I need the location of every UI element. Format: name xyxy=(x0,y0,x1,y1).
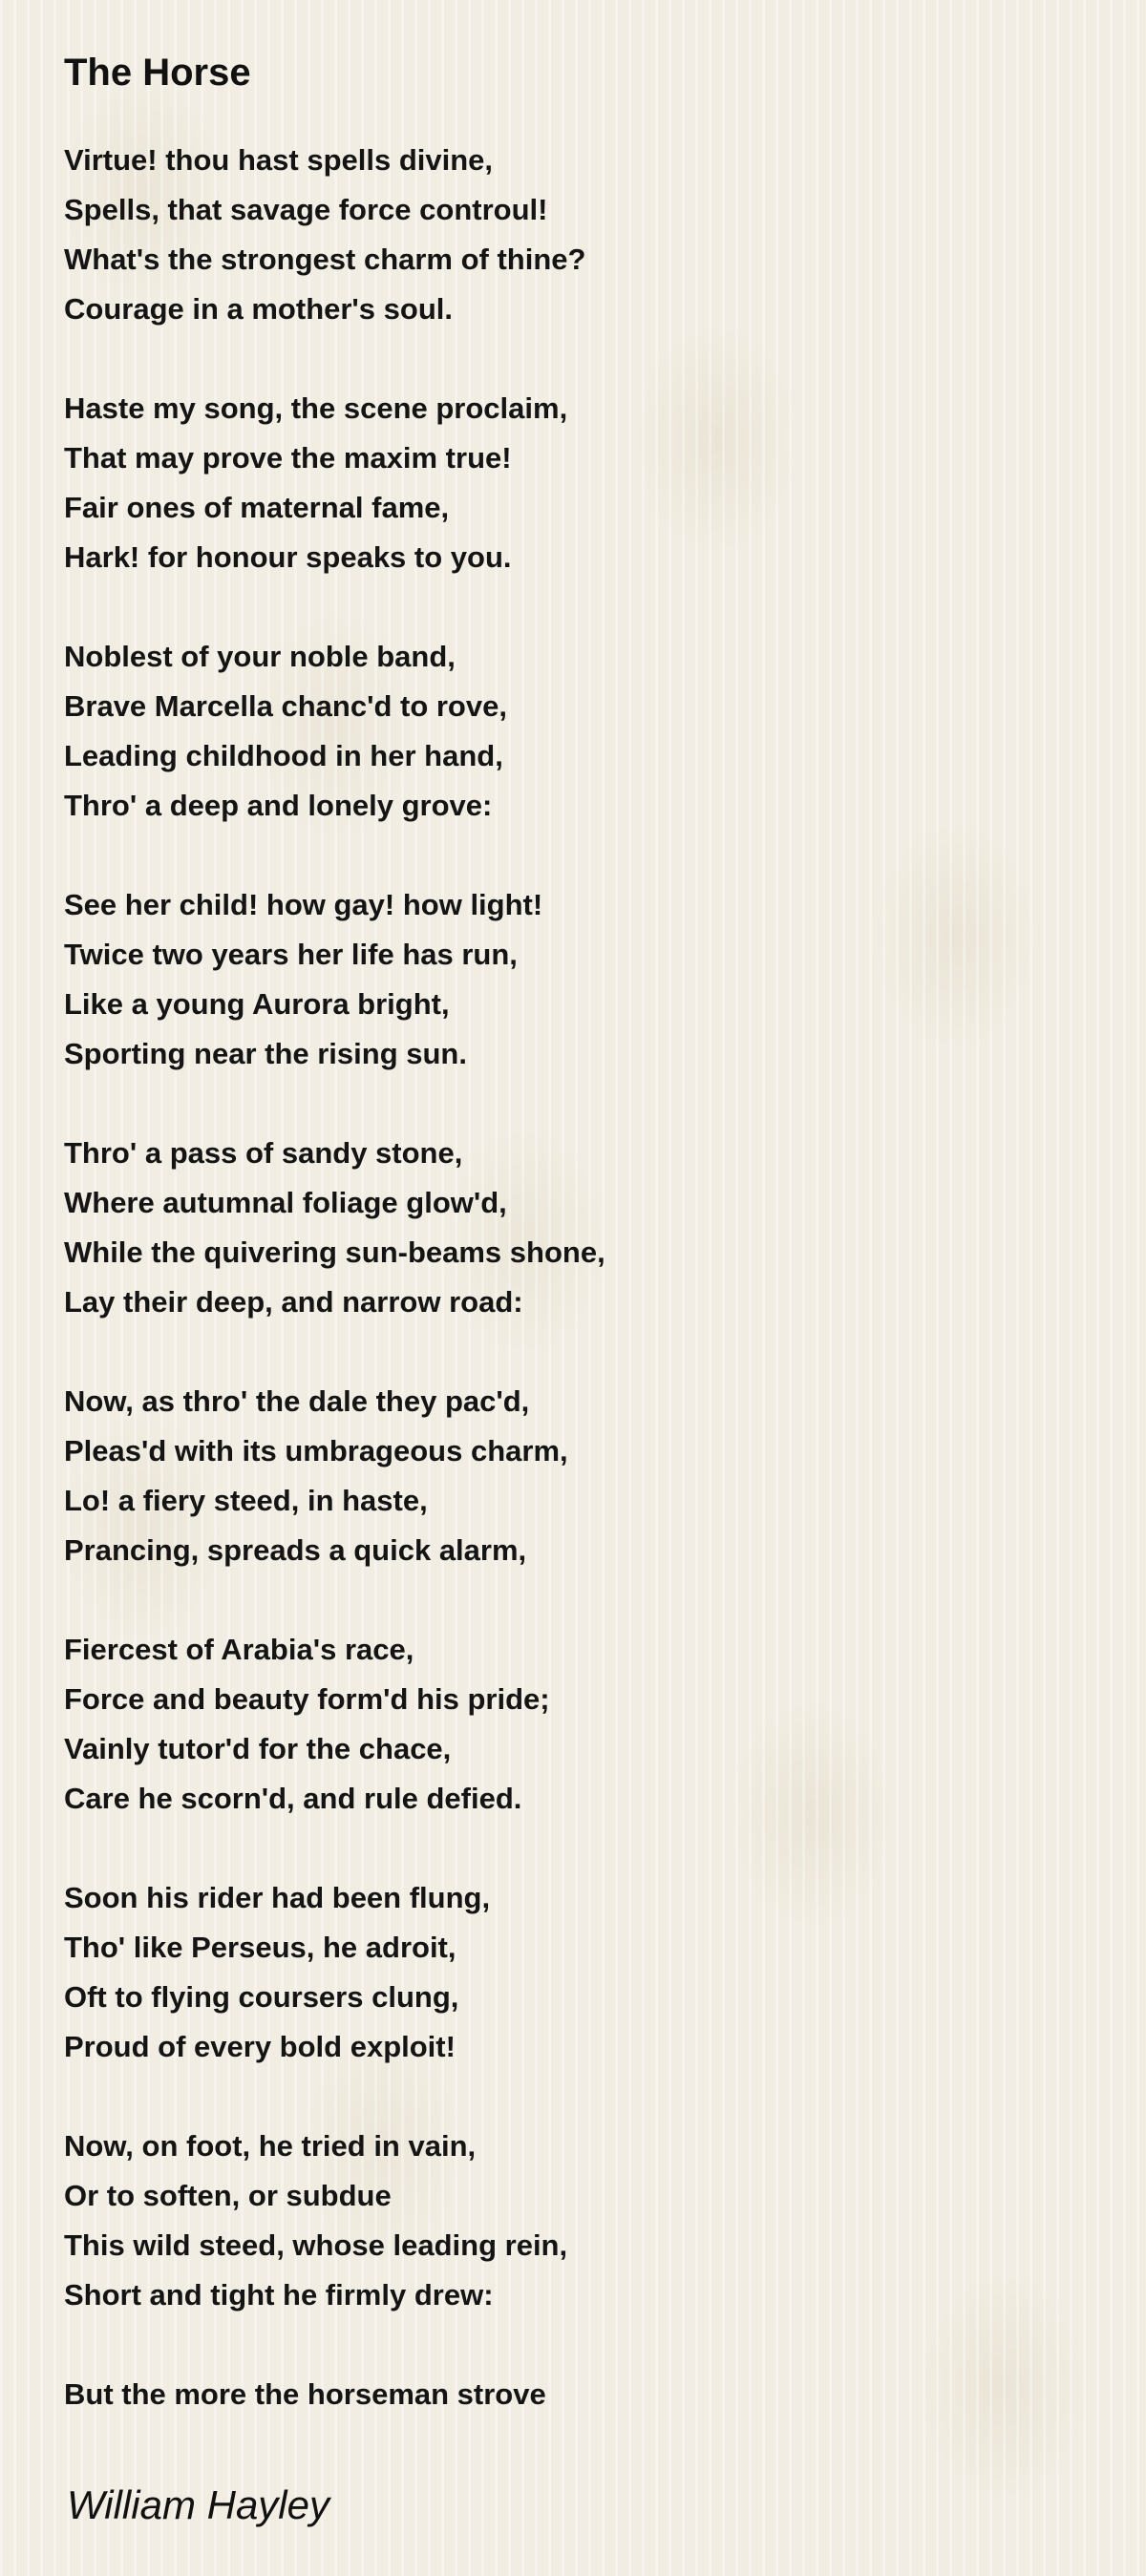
poem-line: Proud of every bold exploit! xyxy=(64,2030,456,2063)
poem-line: See her child! how gay! how light! xyxy=(64,888,543,921)
poem-line: Tho' like Perseus, he adroit, xyxy=(64,1931,456,1964)
poem-line: Fair ones of maternal fame, xyxy=(64,491,450,524)
poem-line: Or to soften, or subdue xyxy=(64,2179,392,2212)
stanza-3 xyxy=(64,632,1095,831)
stanza-4 xyxy=(64,880,1095,1079)
poem-line: This wild steed, whose leading rein, xyxy=(64,2228,568,2262)
poem-line: Virtue! thou hast spells divine, xyxy=(64,143,494,177)
stanza-1 xyxy=(64,136,1095,334)
stanza-10 xyxy=(64,2370,1095,2419)
poem-title: The Horse xyxy=(64,52,251,94)
poem-line: Leading childhood in her hand, xyxy=(64,739,503,772)
poem-line: Prancing, spreads a quick alarm, xyxy=(64,1533,527,1567)
poem-line: What's the strongest charm of thine? xyxy=(64,243,586,276)
poem-line: While the quivering sun-beams shone, xyxy=(64,1235,605,1269)
poem-line: Noblest of your noble band, xyxy=(64,640,456,673)
stanza-2 xyxy=(64,384,1095,582)
poem-container xyxy=(64,48,1095,2469)
poem-line: Force and beauty form'd his pride; xyxy=(64,1682,550,1716)
poem-line: That may prove the maxim true! xyxy=(64,441,512,475)
poem-line: Soon his rider had been flung, xyxy=(64,1881,491,1914)
poem-line: Fiercest of Arabia's race, xyxy=(64,1633,414,1666)
poem-line: Vainly tutor'd for the chace, xyxy=(64,1732,452,1765)
poem-line: Spells, that savage force controul! xyxy=(64,193,548,226)
poem-line: Lo! a fiery steed, in haste, xyxy=(64,1484,428,1517)
stanza-9 xyxy=(64,2122,1095,2320)
poem-line: Oft to flying coursers clung, xyxy=(64,1980,459,2014)
stanza-8 xyxy=(64,1873,1095,2072)
poem-line: Thro' a deep and lonely grove: xyxy=(64,789,493,822)
poem-line: Like a young Aurora bright, xyxy=(64,987,450,1021)
stanza-5 xyxy=(64,1129,1095,1327)
poem-line: Now, on foot, he tried in vain, xyxy=(64,2129,477,2163)
stanza-7 xyxy=(64,1625,1095,1824)
stanza-6 xyxy=(64,1377,1095,1575)
poem-author: William Hayley xyxy=(67,2482,329,2527)
poem-line: Where autumnal foliage glow'd, xyxy=(64,1186,507,1219)
poem-line: Care he scorn'd, and rule defied. xyxy=(64,1782,522,1815)
poem-line: Now, as thro' the dale they pac'd, xyxy=(64,1384,530,1418)
poem-line: Lay their deep, and narrow road: xyxy=(64,1285,523,1319)
poem-line: Hark! for honour speaks to you. xyxy=(64,540,512,574)
poem-line: Brave Marcella chanc'd to rove, xyxy=(64,689,507,723)
poem-line: Sporting near the rising sun. xyxy=(64,1037,467,1070)
poem-line: Thro' a pass of sandy stone, xyxy=(64,1136,463,1170)
poem-line: But the more the horseman strove xyxy=(64,2377,546,2411)
poem-line: Short and tight he firmly drew: xyxy=(64,2278,494,2312)
poem-line: Courage in a mother's soul. xyxy=(64,292,453,326)
poem-line: Twice two years her life has run, xyxy=(64,938,518,971)
poem-line: Haste my song, the scene proclaim, xyxy=(64,391,568,425)
poem-line: Pleas'd with its umbrageous charm, xyxy=(64,1434,568,1467)
